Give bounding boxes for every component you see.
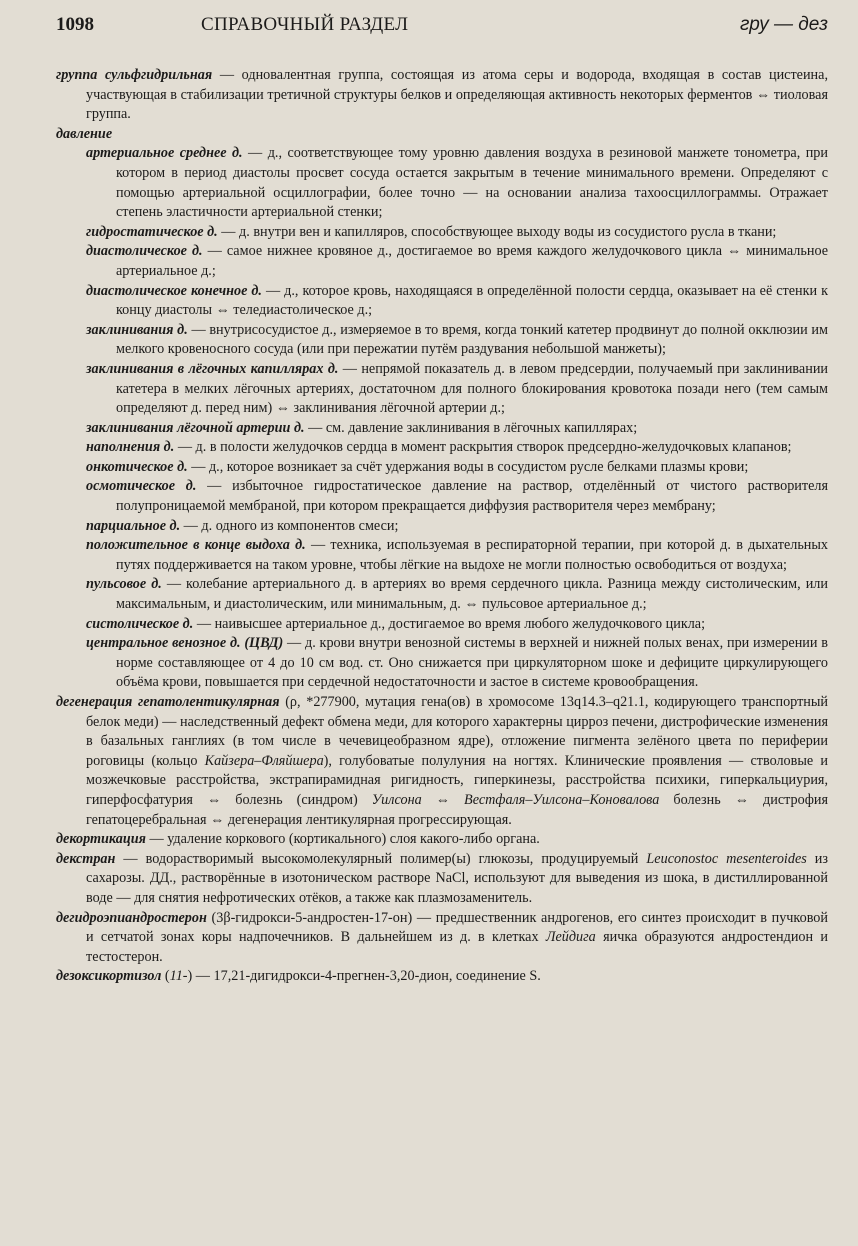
subentry-definition: — д., которое кровь, находящаяся в определённой полости сердца, оказывает на её стенки к концу диастолы ⇔ теледиастолическое д.;	[116, 282, 828, 319]
subentry-term: осмотическое д.	[86, 478, 197, 495]
entry-definition-part: (ρ, *277900, мутация гена(ов) в хромосоме 13q14.3–q21.1, кодирующего транспортный белок меди) — наследственный дефект обмена меди, для которого характерны цирроз печени, дистрофические изменения в базальных ганглиях (в том числе в чечевицеобразном ядре), отложение пигмента зелёного цвета по периферии роговицы (кольцо	[86, 694, 828, 769]
dictionary-entry	[56, 967, 828, 987]
dictionary-subentry	[56, 517, 828, 537]
entry-term: дегенерация гепатолентикулярная	[56, 694, 280, 710]
dictionary-subentry	[56, 360, 828, 419]
subentry-term: парциальное д.	[86, 517, 181, 534]
entry-term: дезоксикортизол	[56, 968, 162, 985]
dictionary-subentry	[56, 282, 828, 321]
section-title: СПРАВОЧНЫЙ РАЗДЕЛ	[201, 14, 409, 35]
entry-definition-part: болезнь ⇔ дистрофия гепатоцеребральная ⇔ дегенерация лентикулярная прогрессирующая.	[86, 791, 829, 828]
entry-definition-part: ⇔	[421, 791, 465, 808]
dictionary-subentry	[56, 242, 828, 281]
running-head: гру — дез	[739, 14, 828, 35]
entry-term: дегидроэпиандростерон	[56, 909, 207, 926]
dictionary-subentry	[56, 477, 828, 516]
dictionary-subentry	[56, 321, 828, 360]
subentry-term: положительное в конце выдоха д.	[86, 537, 306, 554]
dictionary-content	[56, 66, 828, 987]
subentry-term: заклинивания лёгочной артерии д.	[86, 419, 305, 436]
entry-definition-part: — водорастворимый высокомолекулярный полимер(ы) глюкозы, продуцируемый	[115, 850, 647, 867]
subentry-term: систолическое д.	[86, 615, 194, 632]
dictionary-entry	[56, 850, 828, 909]
subentry-definition: — техника, используемая в респираторной терапии, при которой д. в дыхательных путях поддерживается на таком уровне, чтобы лёгкие на выдохе не могли полностью освободиться от воздуха;	[116, 537, 829, 573]
subentry-definition: — см. давление заклинивания в лёгочных капиллярах;	[304, 419, 638, 436]
entry-term: группа сульфгидрильная	[56, 67, 213, 83]
subentry-definition: — д., которое возникает за счёт удержания воды в сосудистом русле белками плазмы крови;	[187, 458, 749, 475]
eponym-text: Вестфаля–Уилсона–Коновалова	[464, 791, 660, 808]
subentry-term: заклинивания д.	[86, 321, 188, 338]
entry-definition-part: (3β-гидрокси-5-андростен-17-он) — предшественник андрогенов, его синтез происходит в пучковой и сетчатой зонах коры надпочечников. В дальнейшем из д. в клетках	[86, 909, 828, 946]
dictionary-subentry	[56, 458, 828, 478]
dictionary-subentry	[56, 223, 828, 243]
subentry-definition: — наивысшее артериальное д., достигаемое во время любого желудочкового цикла;	[193, 615, 706, 632]
dictionary-subentry	[56, 419, 828, 439]
entry-definition-part: ), голубоватые полулуния на ногтях. Клинические проявления — стволовые и мозжечковые расстройства, экстрапирамидная ригидность, гиперкинезы, расстройства психики, гиперкальциурия, гиперфосфатурия ⇔ болезнь (синдром)	[86, 752, 828, 808]
dictionary-entry	[56, 830, 828, 850]
dictionary-entry	[56, 909, 828, 968]
subentry-term: диастолическое д.	[86, 243, 203, 260]
entry-definition: — одновалентная группа, состоящая из атома серы и водорода, входящая в состав цистеина, участвующая в стабилизации третичной структуры белков и определяющая активность некоторых ферментов ⇔ тиоловая группа.	[86, 67, 828, 123]
subentry-term: гидростатическое д.	[86, 223, 218, 240]
dictionary-subentry	[56, 144, 828, 222]
subentry-definition: — д., соответствующее тому уровню давления воздуха в резиновой манжете тонометра, при котором в период диастолы просвет сосуда остается закрытым в течение минимального времени. Определяют с помощью артериальной осциллографии, более точно — на основании анализа тахоосциллограммы. Отражает степень эластичности артериальной стенки;	[116, 145, 828, 221]
subentry-term: центральное венозное д. (ЦВД)	[86, 635, 284, 652]
subentry-definition: — внутрисосудистое д., измеряемое в то время, когда тонкий катетер продвинут до полной окклюзии им мелкого кровеносного сосуда (или при пережатии путём раздувания небольшой манжеты);	[116, 321, 828, 358]
subentry-term: диастолическое конечное д.	[86, 282, 262, 299]
subentry-definition: — д. крови внутри венозной системы в верхней и нижней полых венах, при измерении в норме составляющее от 4 до 10 см вод. ст. Оно снижается при циркуляторном шоке и дефиците циркулирующего объёма крови, повышается при сердечной недостаточности и застое в системе кровообращения.	[116, 635, 828, 691]
subentry-definition: — непрямой показатель д. в левом предсердии, получаемый при заклинивании катетера в мелких лёгочных артериях, достаточном для полного блокирования кровотока позади него (тем самым определяют д. перед ним) ⇔ заклинивания лёгочной артерии д.;	[116, 360, 828, 417]
subentry-definition: — колебание артериального д. в артериях во время сердечного цикла. Разница между систолическим, или максимальным, и диастолическим, или минимальным, д. ⇔ пульсовое артериальное д.;	[116, 576, 828, 613]
eponym-text: Кайзера–Фляйшера	[204, 752, 324, 769]
subentry-term: артериальное среднее д.	[86, 145, 243, 162]
entry-definition-part: яичка образуются андростендион и тестостерон.	[86, 929, 829, 965]
dictionary-subentry	[56, 634, 828, 693]
subentry-definition: — д. внутри вен и капилляров, способствующее выходу воды из сосудистого русла в ткани;	[217, 223, 777, 240]
entry-term: давление	[56, 125, 113, 142]
dictionary-subentry	[56, 536, 828, 575]
dictionary-subentry	[56, 575, 828, 614]
entry-term: декстран	[56, 850, 116, 867]
subentry-term: наполнения д.	[86, 439, 175, 456]
subentry-definition: — д. в полости желудочков сердца в момент раскрытия створок предсердно-желудочковых клапанов;	[174, 439, 792, 456]
eponym-text: Уилсона	[371, 791, 422, 808]
entry-definition: — удаление коркового (кортикального) слоя какого-либо органа.	[145, 831, 540, 848]
subentry-definition: — самое нижнее кровяное д., достигаемое во время каждого желудочкового цикла ⇔ минимальное артериальное д.;	[116, 243, 829, 279]
entry-definition-part: (	[161, 968, 170, 985]
dictionary-subentry	[56, 615, 828, 635]
subentry-term: пульсовое д.	[86, 576, 162, 593]
page-number: 1098	[56, 14, 94, 35]
dictionary-subentry	[56, 438, 828, 458]
formula-prefix: 11-	[169, 968, 188, 985]
dictionary-entry	[56, 66, 828, 125]
dictionary-entry	[56, 125, 828, 145]
species-name: Leuconostoc mesenteroides	[646, 850, 807, 867]
page-header	[56, 14, 828, 44]
entry-term: декортикация	[56, 831, 146, 848]
subentry-term: заклинивания в лёгочных капиллярах д.	[86, 360, 339, 377]
entry-definition-part: из сахарозы. ДД., растворённые в изотоническом растворе NaCl, используют для выведения из шока, в дистиллированной воде — для снятия нефротических отёков, а также как плазмозаменитель.	[86, 850, 828, 906]
eponym-text: Лейдига	[545, 929, 596, 946]
entry-definition-part: ) — 17,21-дигидрокси-4-прегнен-3,20-дион, соединение S.	[187, 968, 541, 985]
subentry-definition: — избыточное гидростатическое давление на раствор, отделённый от чистого растворителя полупроницаемой мембраной, при котором прекращается диффузия растворителя через мембрану;	[116, 478, 828, 515]
subentry-term: онкотическое д.	[86, 458, 188, 475]
dictionary-entry	[56, 693, 828, 830]
subentry-definition: — д. одного из компонентов смеси;	[180, 517, 399, 534]
